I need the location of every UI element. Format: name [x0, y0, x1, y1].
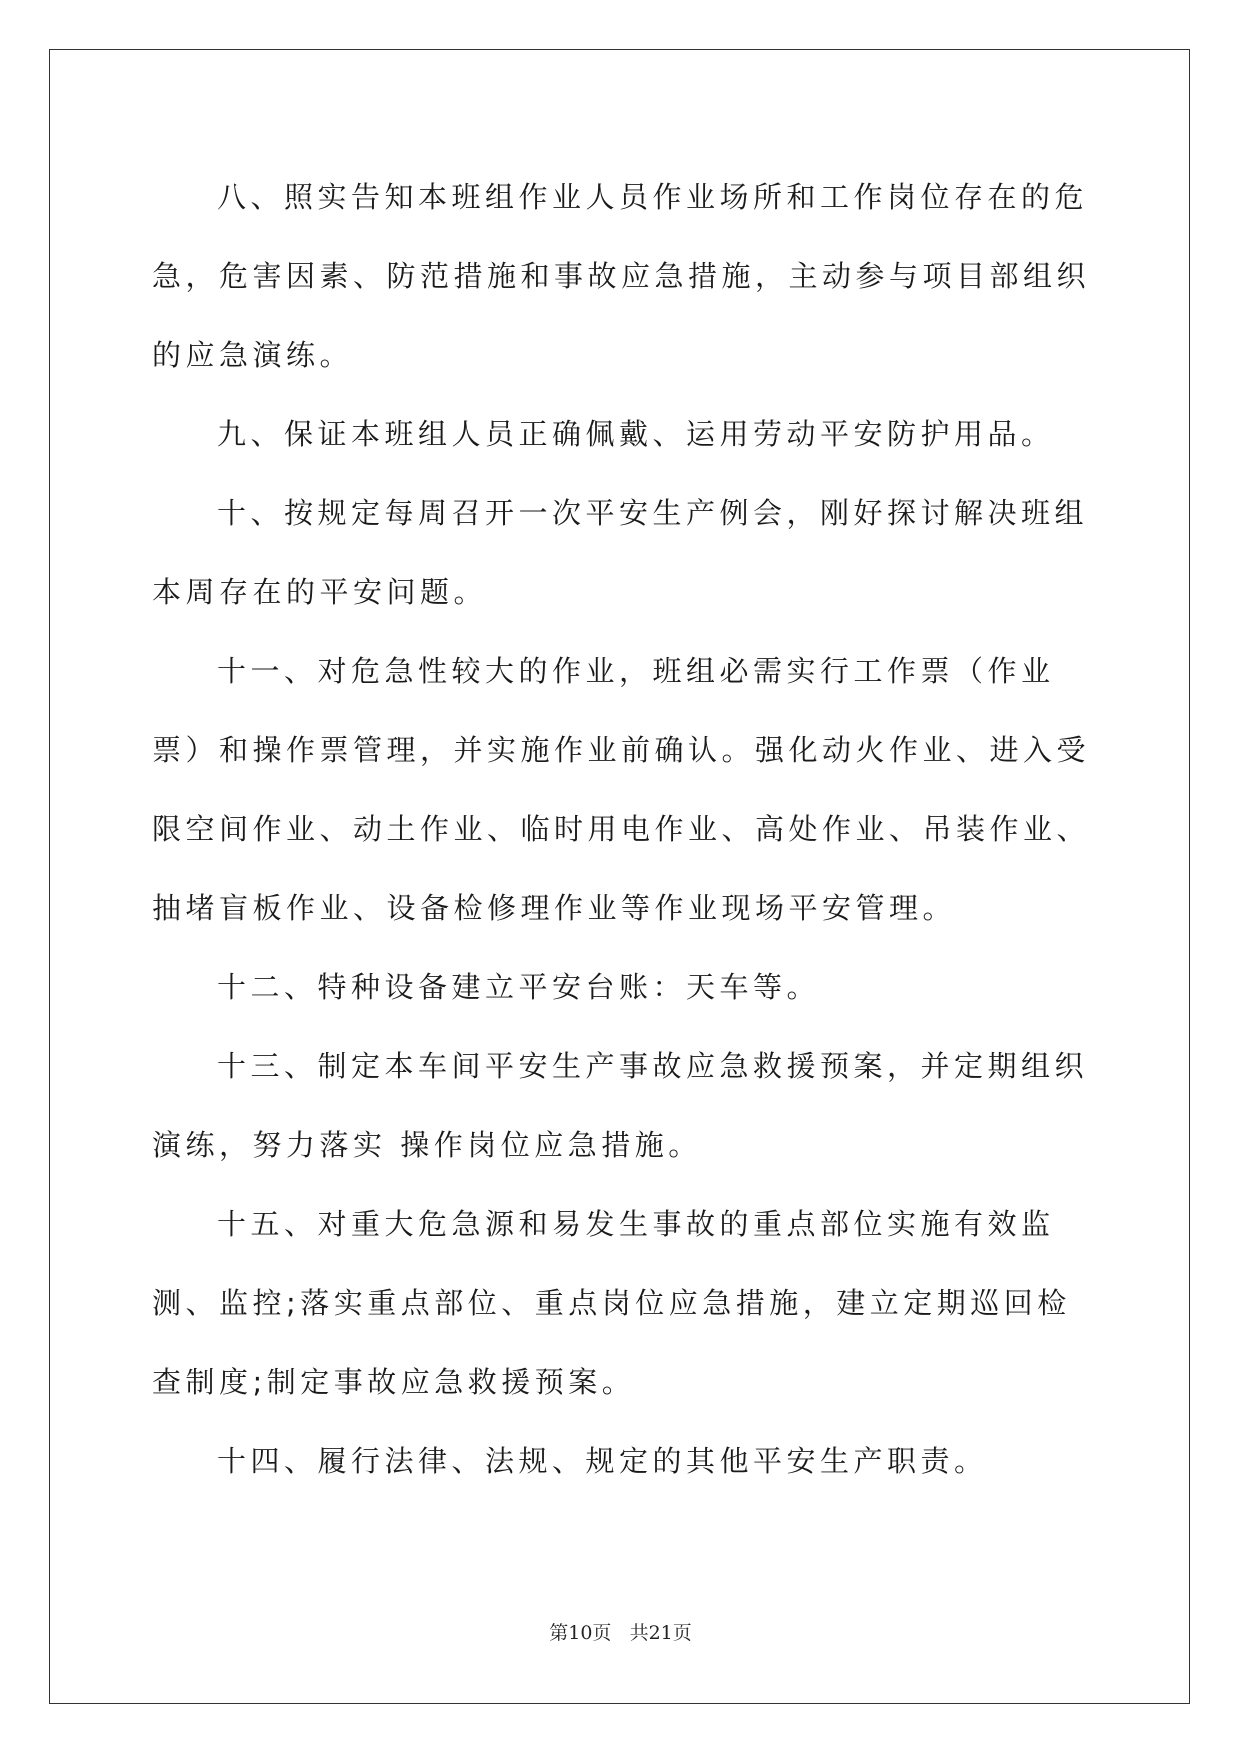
total-suffix: 页: [672, 1622, 692, 1644]
paragraph-11: 十一、对危急性较大的作业，班组必需实行工作票（作业票）和操作票管理，并实施作业前确认。强化动火作业、进入受限空间作业、动土作业、临时用电作业、高处作业、吊装作业、抽堵盲板作业、设备检修理作业等作业现场平安管理。: [152, 654, 1091, 925]
paragraph-10: 十、按规定每周召开一次平安生产例会，刚好探讨解决班组本周存在的平安问题。: [152, 496, 1089, 609]
paragraph-8: 八、照实告知本班组作业人员作业场所和工作岗位存在的危急，危害因素、防范措施和事故应急措施，主动参与项目部组织的应急演练。: [152, 180, 1091, 372]
paragraph-14: 十四、履行法律、法规、规定的其他平安生产职责。: [217, 1444, 988, 1478]
paragraph-12: 十二、特种设备建立平安台账：天车等。: [217, 970, 821, 1004]
page-number: 10: [568, 1622, 593, 1644]
total-prefix: 共: [629, 1622, 649, 1644]
paragraph-9: 九、保证本班组人员正确佩戴、运用劳动平安防护用品。: [217, 417, 1055, 451]
total-pages: 21: [648, 1622, 673, 1644]
paragraph-15: 十五、对重大危急源和易发生事故的重点部位实施有效监测、监控;落实重点部位、重点岗位应急措施，建立定期巡回检查制度;制定事故应急救援预案。: [152, 1207, 1071, 1399]
document-body: [152, 158, 1092, 1501]
page-prefix: 第: [549, 1622, 569, 1644]
page-footer: [0, 1618, 1241, 1645]
page-suffix: 页: [592, 1622, 612, 1644]
paragraph-13: 十三、制定本车间平安生产事故应急救援预案，并定期组织演练，努力落实 操作岗位应急措施。: [152, 1049, 1089, 1162]
